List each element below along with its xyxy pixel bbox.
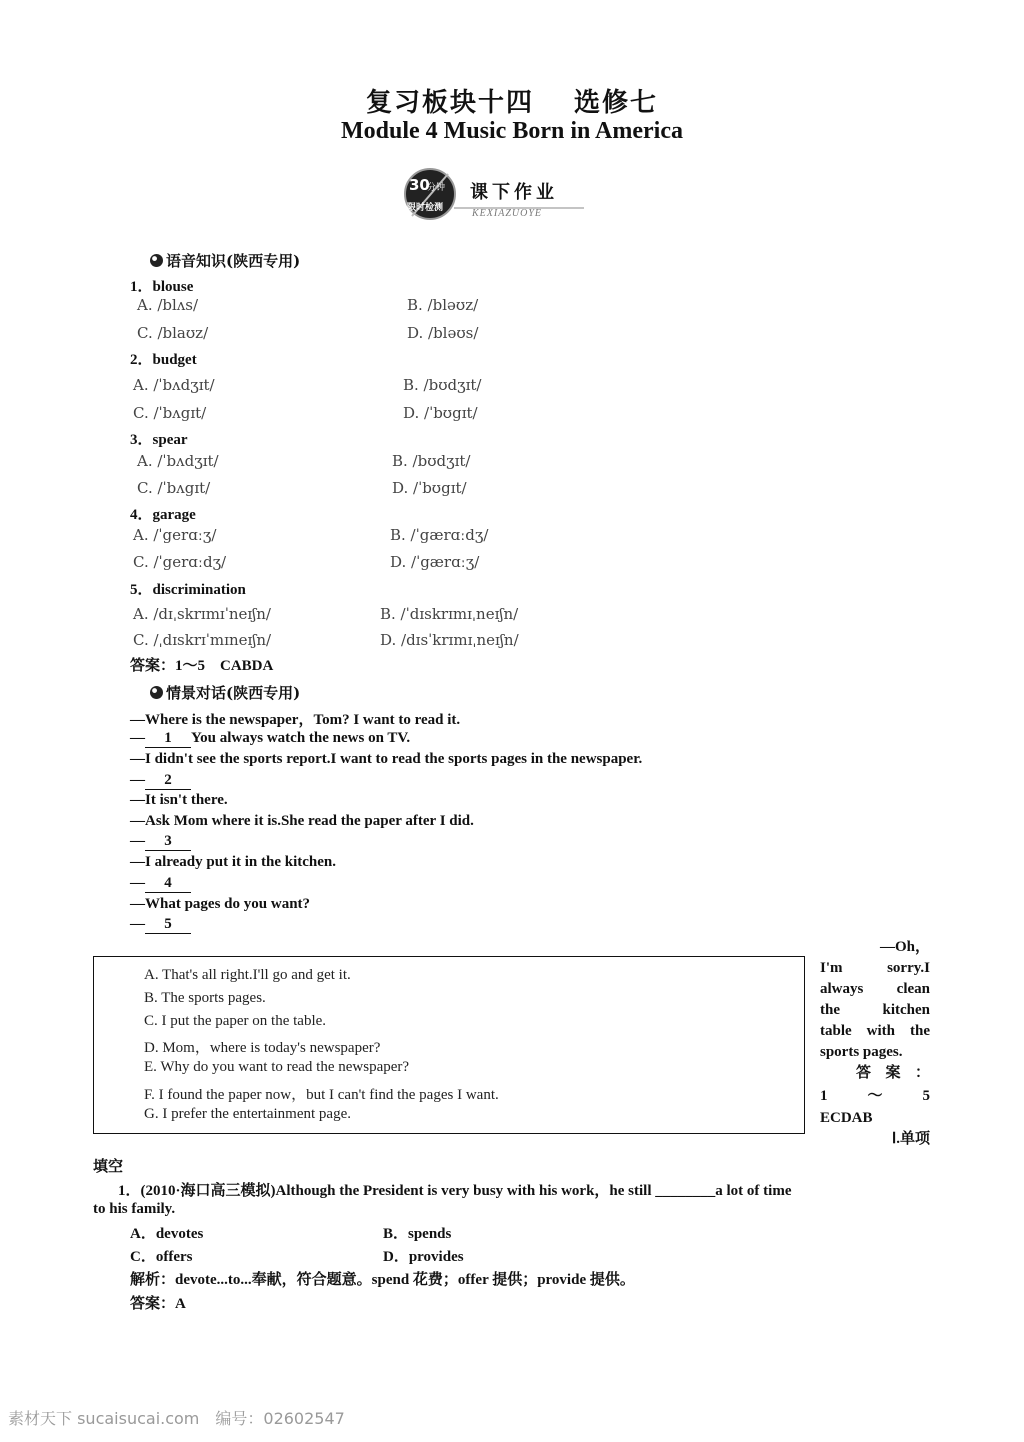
dialogue-line-11 [130, 916, 191, 934]
section-dialogue-title: 情景对话(陕西专用) [166, 684, 301, 702]
dialogue-line-10 [130, 896, 310, 913]
fill-answer: 答案：A [130, 1296, 186, 1312]
q3-option-d: D. /ˈbʊgɪt/ [392, 479, 467, 497]
side-line-1: —Oh， [879, 939, 930, 955]
side-line-5: table with the [820, 1023, 930, 1039]
dash: — [130, 772, 145, 788]
page-title-en: Module 4 Music Born in America [341, 118, 683, 144]
answer-blank[interactable]: 4 [145, 875, 191, 893]
q2-option-d: D. /ˈbʊgɪt/ [403, 404, 478, 422]
side-line-8: 1～5 [820, 1088, 930, 1104]
option-e: E. Why do you want to read the newspaper? [144, 1059, 410, 1075]
q4-option-d: D. /ˈgærɑːʒ/ [390, 553, 480, 571]
badge-minutes: 30 [409, 176, 430, 194]
q5-option-c: C. /ˌdɪskrɪˈmɪneɪʃn/ [133, 631, 272, 649]
dialogue-line-8 [130, 854, 336, 871]
badge-label: 限时检测 [407, 203, 444, 213]
question-number: 1． [130, 279, 153, 295]
dialogue-text: Where is the newspaper，Tom? I want to read it. [145, 712, 461, 728]
side-line-10: Ⅰ.单项 [891, 1131, 930, 1147]
side-line-3: always clean [820, 981, 930, 997]
q5-option-a: A. /dɪˌskrɪmɪˈneɪʃn/ [133, 605, 271, 623]
q2-option-a: A. /ˈbʌdʒɪt/ [133, 376, 215, 394]
question-number: 2． [130, 352, 153, 368]
fill-option-a: A．devotes [130, 1226, 204, 1242]
options-box [93, 956, 805, 1134]
question-number: 5． [130, 582, 153, 598]
question-word: garage [152, 507, 196, 523]
dialogue-text: It isn't there. [145, 792, 228, 808]
question-number: 3． [130, 432, 153, 448]
question-word: spear [152, 432, 188, 448]
dash: — [130, 875, 145, 891]
q1-stem-line-1: 1．(2010·海口高三模拟)Although the President is very busy with his work，he still ________a lot of time [118, 1183, 792, 1199]
option-d: D. Mom，where is today's newspaper? [144, 1040, 381, 1056]
answer-blank[interactable]: 5 [145, 916, 191, 934]
badge-pinyin: KEXIAZUOYE [472, 208, 542, 219]
bullet-icon [150, 686, 163, 699]
q4-option-a: A. /ˈgerɑːʒ/ [133, 526, 217, 544]
q3-option-a: A. /ˈbʌdʒɪt/ [137, 452, 219, 470]
q3-option-c: C. /ˈbʌgɪt/ [137, 479, 211, 497]
q1-option-d: D. /bləʊs/ [407, 324, 479, 342]
option-f: F. I found the paper now，but I can't find the pages I want. [144, 1087, 499, 1103]
question-word: budget [152, 352, 197, 368]
question-word: blouse [152, 279, 194, 295]
side-line-4: the kitchen [820, 1002, 930, 1018]
dialogue-line-2 [130, 730, 410, 748]
dialogue-line-5 [130, 792, 228, 809]
answer-blank[interactable]: 3 [145, 833, 191, 851]
question-5 [130, 578, 246, 599]
dash: — [130, 916, 145, 932]
fill-analysis: 解析：devote...to...奉献，符合题意。spend 花费；offer 提供；provide 提供。 [130, 1272, 635, 1288]
question-2 [130, 348, 197, 369]
question-word: discrimination [152, 582, 246, 598]
dash: — [130, 712, 145, 728]
dialogue-text: I didn't see the sports report.I want to read the sports pages in the newspaper. [145, 751, 643, 767]
dialogue-text: You always watch the news on TV. [191, 730, 411, 746]
dialogue-line-1 [130, 708, 460, 729]
title-cn-part-2: 选修七 [574, 88, 659, 118]
watermark: 素材天下 sucaisucai.com 编号：02602547 [8, 1409, 345, 1428]
dash: — [130, 833, 145, 849]
section-fill-heading: 填空 [93, 1159, 124, 1175]
badge-unit: 分钟 [427, 183, 446, 193]
answer-blank[interactable]: 2 [145, 772, 191, 790]
title-cn-part-1: 复习板块十四 [365, 88, 534, 118]
side-line-7: 答案： [856, 1065, 930, 1081]
q4-option-b: B. /ˈgærɑːdʒ/ [390, 526, 489, 544]
q5-option-b: B. /ˈdɪskrɪmɪˌneɪʃn/ [380, 605, 519, 623]
side-line-2: I'm sorry.I [820, 960, 930, 976]
fill-option-c: C．offers [130, 1249, 193, 1265]
dash: — [130, 792, 145, 808]
question-number: 4． [130, 507, 153, 523]
dash: — [130, 751, 145, 767]
option-g: G. I prefer the entertainment page. [144, 1106, 351, 1122]
section-phonetics-title: 语音知识(陕西专用) [166, 252, 301, 270]
q1-option-a: A. /blʌs/ [137, 296, 199, 314]
question-4 [130, 503, 196, 524]
dialogue-line-6 [130, 813, 474, 830]
dialogue-line-3 [130, 751, 642, 768]
option-a: A. That's all right.I'll go and get it. [144, 967, 351, 983]
side-line-6: sports pages. [820, 1044, 903, 1060]
section-phonetics-heading [150, 250, 300, 271]
bullet-icon [150, 254, 163, 267]
dialogue-text: What pages do you want? [145, 896, 311, 912]
side-line-9: ECDAB [820, 1110, 873, 1126]
fill-option-b: B．spends [383, 1226, 452, 1242]
q4-option-c: C. /ˈgerɑːdʒ/ [133, 553, 227, 571]
q5-option-d: D. /dɪsˈkrɪmɪˌneɪʃn/ [380, 631, 519, 649]
option-b: B. The sports pages. [144, 990, 266, 1006]
question-1 [130, 275, 193, 296]
q2-option-c: C. /ˈbʌgɪt/ [133, 404, 207, 422]
dash: — [130, 813, 145, 829]
dialogue-line-7 [130, 833, 191, 851]
page-title-cn [0, 82, 1024, 119]
q1-option-c: C. /blaʊz/ [137, 324, 209, 342]
question-3 [130, 428, 188, 449]
dialogue-text: I already put it in the kitchen. [145, 854, 336, 870]
q1-option-b: B. /bləʊz/ [407, 296, 479, 314]
fill-option-d: D．provides [383, 1249, 464, 1265]
answer-blank[interactable]: 1 [145, 730, 191, 748]
dash: — [130, 854, 145, 870]
dialogue-line-9 [130, 875, 191, 893]
badge-text-cn: 课下作业 [470, 182, 558, 203]
section-dialogue-heading [150, 682, 300, 703]
q3-option-b: B. /bʊdʒɪt/ [392, 452, 471, 470]
dash: — [130, 896, 145, 912]
homework-badge [404, 168, 604, 224]
option-c: C. I put the paper on the table. [144, 1013, 327, 1029]
dash: — [130, 730, 145, 746]
dialogue-line-4 [130, 772, 191, 790]
dialogue-text: Ask Mom where it is.She read the paper after I did. [145, 813, 474, 829]
q2-option-b: B. /bʊdʒɪt/ [403, 376, 482, 394]
q1-stem-line-2: to his family. [93, 1201, 176, 1217]
section1-answer: 答案：1～5 CABDA [130, 658, 274, 674]
